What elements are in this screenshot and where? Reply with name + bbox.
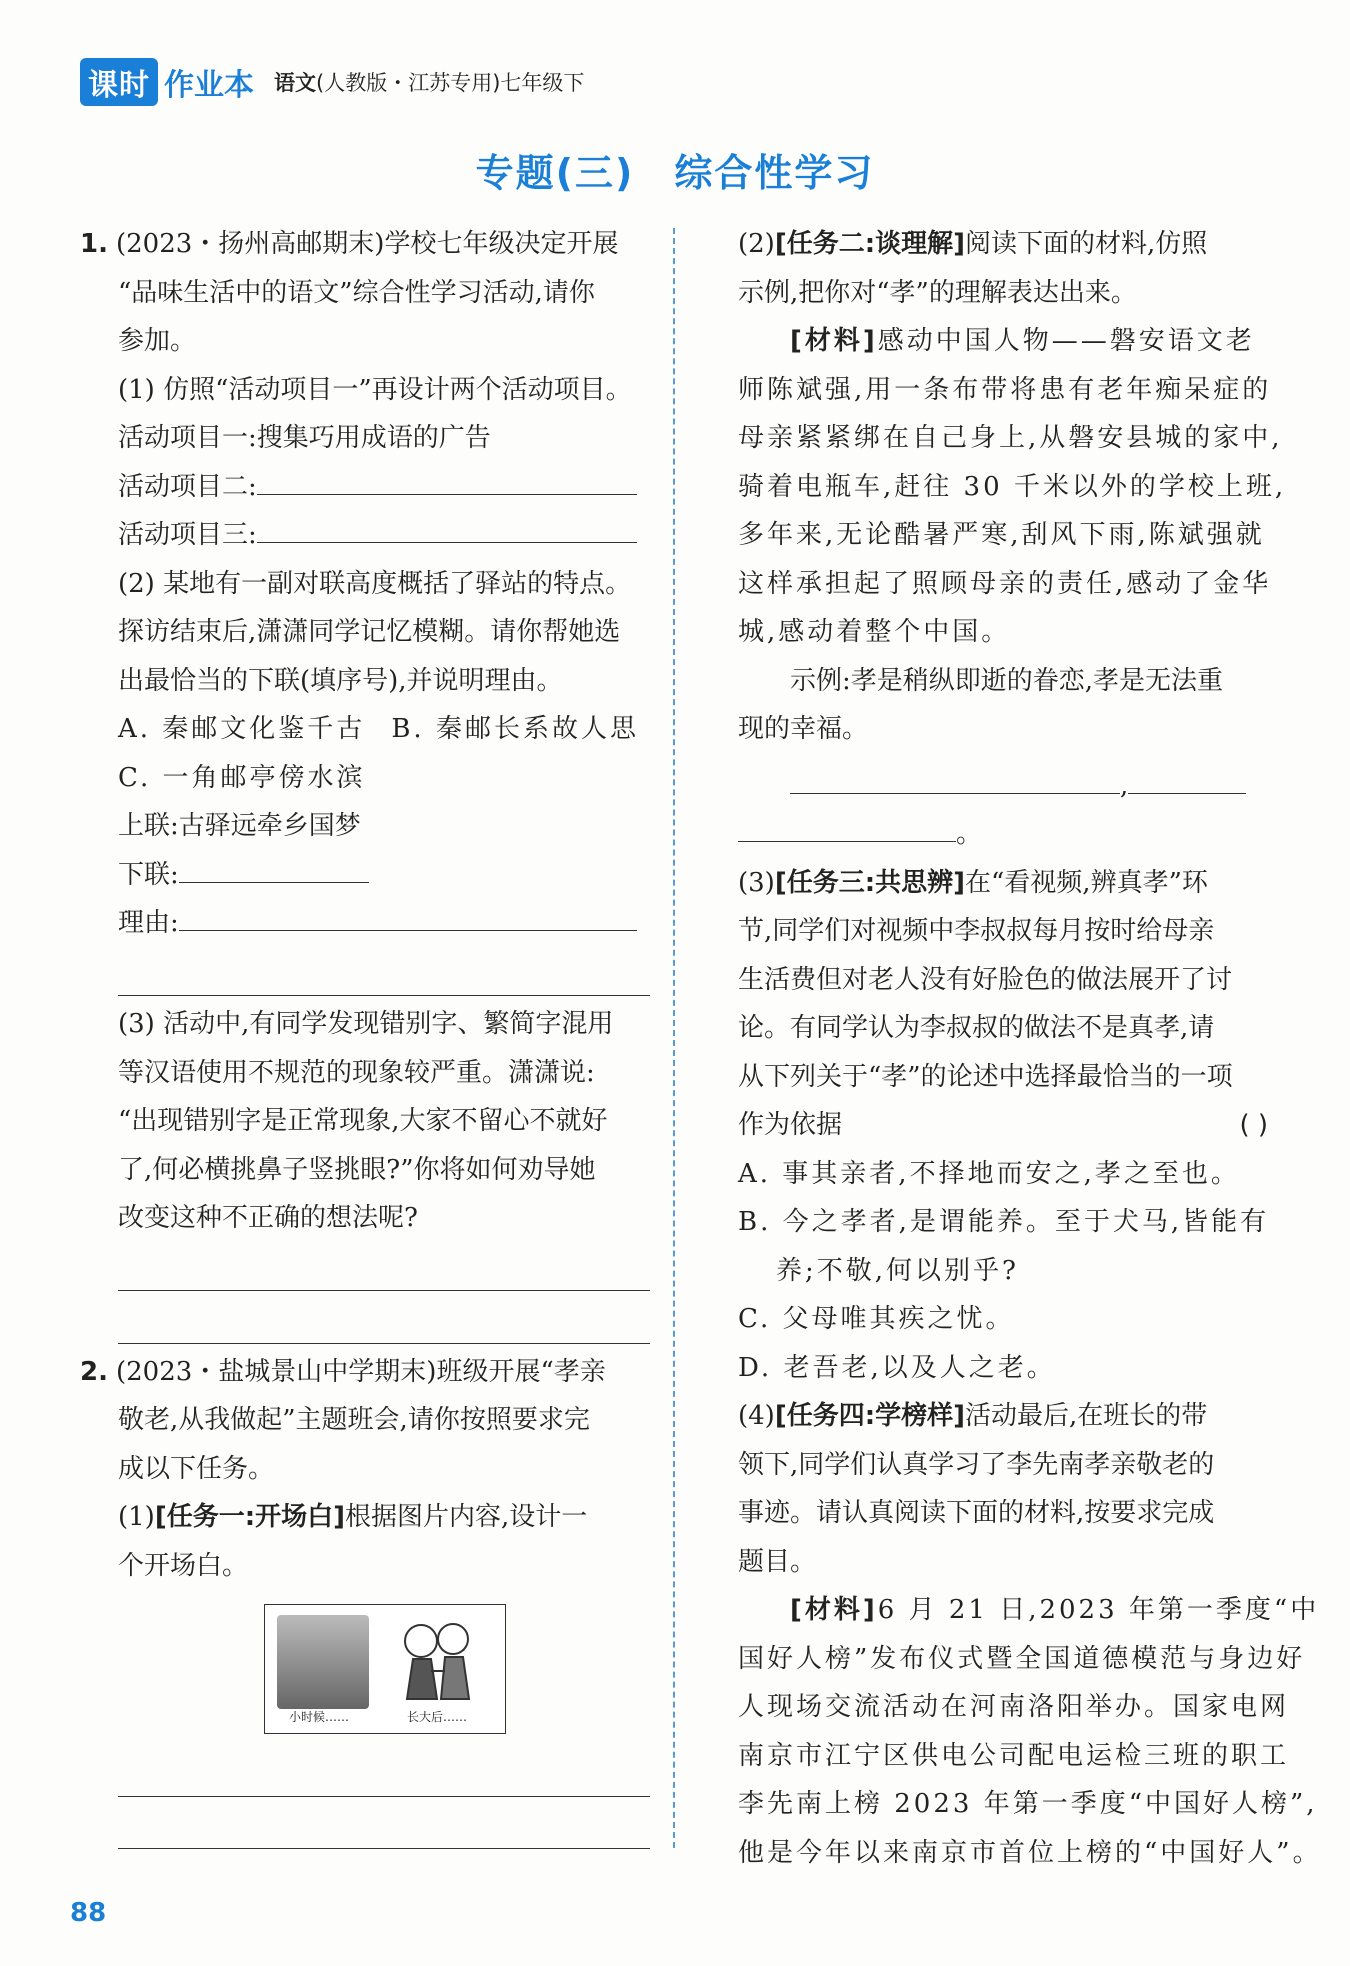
brand-logo: 课时 <box>80 58 158 106</box>
brand-name: 作业本 <box>164 68 254 103</box>
task-tag: [任务三:共思辨] <box>774 867 966 898</box>
q1-line: “品味生活中的语文”综合性学习活动,请你 <box>118 277 595 308</box>
material-2: 他是今年以来南京市首位上榜的“中国好人”。 <box>738 1837 1322 1868</box>
material-tag: [材料] <box>790 1595 878 1625</box>
task-tag: [任务一:开场白] <box>154 1502 346 1532</box>
option-b: B. 秦邮长系故人思 <box>391 714 639 744</box>
choice-b: B. 今之孝者,是谓能养。至于犬马,皆能有 <box>738 1207 1270 1237</box>
example: 现的幸福。 <box>738 714 869 744</box>
task3-line: 论。有同学认为李叔叔的做法不是真孝,请 <box>738 1013 1215 1043</box>
material-2: 南京市江宁区供电公司配电运检三班的职工 <box>738 1740 1290 1771</box>
edition: (人教版・江苏专用)七年级下 <box>316 71 585 95</box>
material-1: 多年来,无论酷暑严寒,刮风下雨,陈斌强就 <box>738 520 1265 550</box>
example: 示例:孝是稍纵即逝的眷恋,孝是无法重 <box>790 665 1224 696</box>
q2-line: 2. (2023・盐城景山中学期末)班级开展“孝亲 <box>80 1348 650 1397</box>
reason: 理由: <box>80 899 650 948</box>
caption-grownup: 长大后…… <box>407 1710 468 1724</box>
task-tag: [任务四:学榜样] <box>774 1401 966 1431</box>
title-topic-number: 专题(三) <box>475 151 635 195</box>
page-title <box>0 142 1350 197</box>
activity-item-1: 活动项目一:搜集巧用成语的广告 <box>118 423 491 453</box>
choice-b: 养;不敬,何以别乎? <box>776 1255 1019 1286</box>
material-1: 城,感动着整个中国。 <box>738 617 1011 647</box>
reason-blank-line[interactable] <box>118 948 650 997</box>
answer-bracket[interactable]: ( ) <box>1239 1110 1268 1140</box>
illustration-frame <box>264 1604 506 1734</box>
option-c: C. 一角邮亭傍水滨 <box>118 762 366 793</box>
activity-item-3: 活动项目三: <box>80 511 650 560</box>
q1-sub3: 等汉语使用不规范的现象较严重。潇潇说: <box>118 1057 595 1088</box>
material-2: 国好人榜”发布仪式暨全国道德模范与身边好 <box>738 1643 1306 1674</box>
task4-line: 事迹。请认真阅读下面的材料,按要求完成 <box>738 1498 1215 1528</box>
material-2: [材料]6 月 21 日,2023 年第一季度“中 <box>790 1595 1320 1625</box>
task4-line: 题目。 <box>738 1546 817 1577</box>
task-tag: [任务二:谈理解] <box>774 229 966 259</box>
caption-childhood: 小时候…… <box>289 1710 350 1724</box>
q1-sub3: 了,何必横挑鼻子竖挑眼?”你将如何劝导她 <box>118 1154 596 1185</box>
choice-c: C. 父母唯其疾之忧。 <box>738 1304 1015 1334</box>
title-topic-name: 综合性学习 <box>674 151 875 195</box>
task3-line: (3)[任务三:共思辨]在“看视频,辨真孝”环 <box>738 867 1208 898</box>
q1-sub3: “出现错别字是正常现象,大家不留心不就好 <box>118 1106 608 1136</box>
lower-couplet-blank[interactable] <box>179 852 369 883</box>
couplet-options <box>80 705 650 754</box>
childhood-photo <box>277 1615 369 1709</box>
imitation-answer: , <box>738 754 1268 811</box>
left-column <box>80 220 650 1853</box>
material-1: 母亲紧紧绑在自己身上,从磐安县城的家中, <box>738 423 1283 453</box>
material-1: 师陈斌强,用一条布带将患有老年痴呆症的 <box>738 374 1272 405</box>
q1-sub1: (1) 仿照“活动项目一”再设计两个活动项目。 <box>118 374 632 405</box>
subject: 语文 <box>274 71 316 95</box>
activity-3-blank[interactable] <box>257 512 637 543</box>
task3-line: 生活费但对老人没有好脸色的做法展开了讨 <box>738 964 1233 995</box>
grownup-cartoon <box>391 1615 483 1709</box>
q2-line: 敬老,从我做起”主题班会,请你按照要求完 <box>118 1405 590 1435</box>
task4-line: (4)[任务四:学榜样]活动最后,在班长的带 <box>738 1401 1208 1431</box>
imitation-blank-3[interactable] <box>738 811 956 842</box>
option-a: A. 秦邮文化鉴千古 <box>118 714 366 744</box>
q2-sub1: (1)[任务一:开场白]根据图片内容,设计一 <box>118 1502 588 1532</box>
q1-number: 1. <box>80 229 108 259</box>
material-1: 骑着电瓶车,赶往 30 千米以外的学校上班, <box>738 471 1287 502</box>
material-1: [材料]感动中国人物——磐安语文老 <box>790 326 1255 356</box>
header-brand <box>80 60 584 104</box>
answer-line[interactable] <box>118 1295 650 1344</box>
answer-line[interactable] <box>118 1748 650 1797</box>
reason-blank[interactable] <box>179 900 637 931</box>
q2-sub1: 个开场白。 <box>118 1550 249 1581</box>
task4-line: 领下,同学们认真学习了李先南孝亲敬老的 <box>738 1449 1215 1480</box>
q1-sub2: 出最恰当的下联(填序号),并说明理由。 <box>118 665 563 696</box>
right-column <box>738 220 1322 1877</box>
book-subtitle <box>274 67 584 97</box>
page-number: 88 <box>70 1898 107 1928</box>
column-divider <box>673 228 675 1848</box>
q1-sub2: (2) 某地有一副对联高度概括了驿站的特点。 <box>118 568 632 599</box>
choice-a: A. 事其亲者,不择地而安之,孝之至也。 <box>738 1158 1240 1189</box>
material-1: 这样承担起了照顾母亲的责任,感动了金华 <box>738 568 1272 599</box>
q1-line: 1. (2023・扬州高邮期末)学校七年级决定开展 <box>80 220 650 269</box>
task2-line: 示例,把你对“孝”的理解表达出来。 <box>738 277 1137 308</box>
task2-line: (2)[任务二:谈理解]阅读下面的材料,仿照 <box>738 229 1208 259</box>
q1-sub3: (3) 活动中,有同学发现错别字、繁简字混用 <box>118 1009 614 1039</box>
imitation-blank-2[interactable] <box>1128 763 1246 794</box>
task3-line: 节,同学们对视频中李叔叔每月按时给母亲 <box>738 916 1215 946</box>
material-2: 李先南上榜 2023 年第一季度“中国好人榜”, <box>738 1789 1318 1819</box>
activity-2-blank[interactable] <box>257 464 637 495</box>
choice-d: D. 老吾老,以及人之老。 <box>738 1352 1056 1383</box>
q1-sub2: 探访结束后,潇潇同学记忆模糊。请你帮她选 <box>118 617 621 647</box>
imitation-answer: 。 <box>738 810 1268 859</box>
material-tag: [材料] <box>790 326 878 356</box>
answer-line[interactable] <box>118 1243 650 1292</box>
answer-line[interactable] <box>118 1801 650 1850</box>
imitation-blank-1[interactable] <box>790 763 1120 794</box>
q1-line: 参加。 <box>118 326 197 356</box>
q2-number: 2. <box>80 1356 108 1387</box>
activity-item-2: 活动项目二: <box>80 463 650 512</box>
material-2: 人现场交流活动在河南洛阳举办。国家电网 <box>738 1692 1290 1722</box>
q1-sub3: 改变这种不正确的想法呢? <box>118 1203 418 1233</box>
q2-line: 成以下任务。 <box>118 1453 275 1484</box>
lower-couplet: 下联: <box>80 851 650 900</box>
task3-line: 作为依据 ( ) <box>738 1101 1268 1150</box>
upper-couplet: 上联:古驿远牵乡国梦 <box>118 811 361 841</box>
task3-line: 从下列关于“孝”的论述中选择最恰当的一项 <box>738 1061 1233 1092</box>
